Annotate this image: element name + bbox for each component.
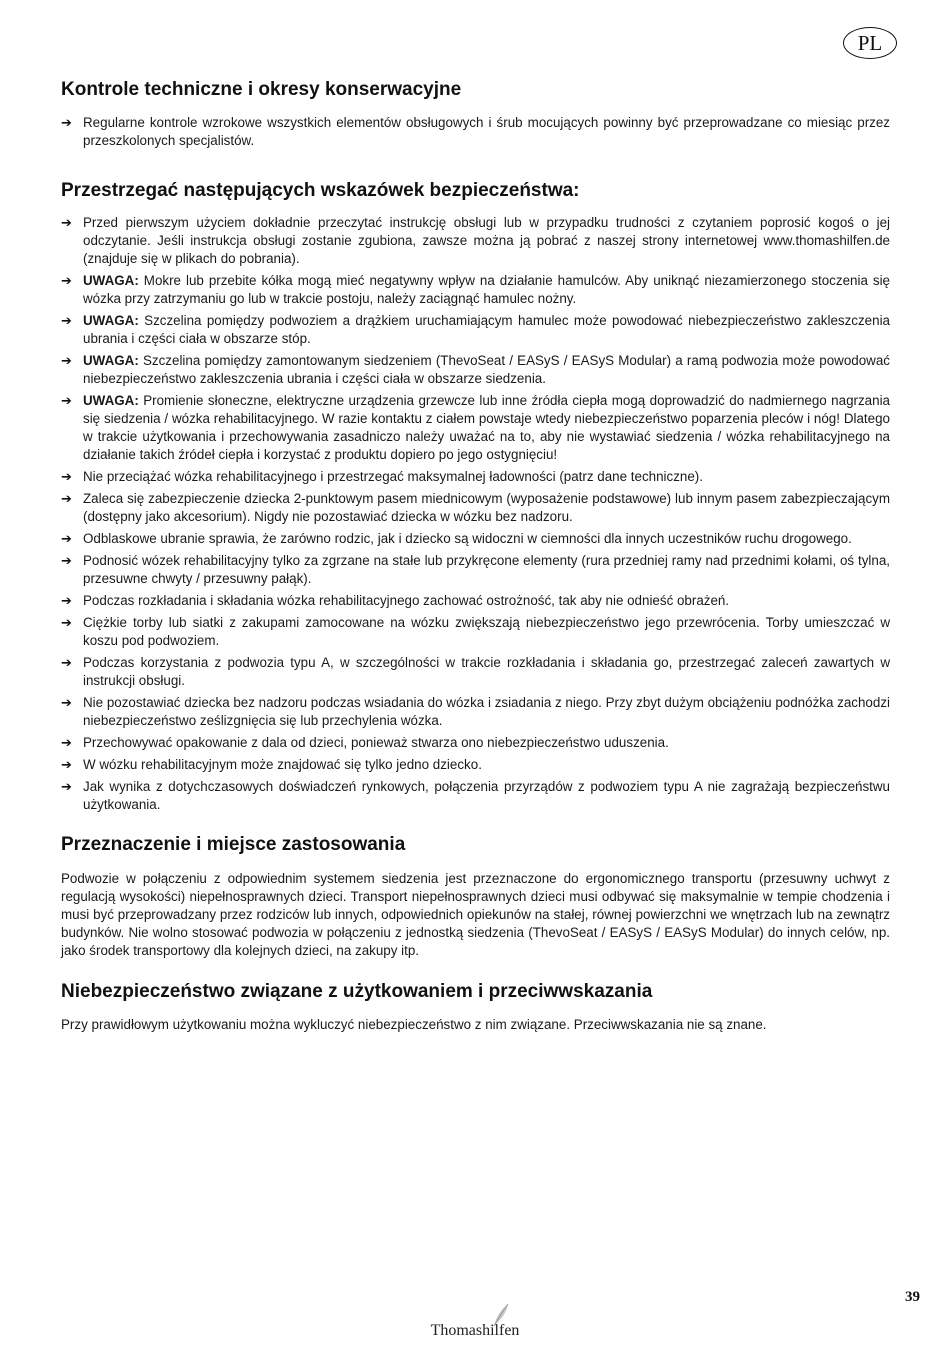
list-item: ➔ Regularne kontrole wzrokowe wszystkich elementów obsługowych i śrub mocujących powinny być przeprowadzane co miesiąc przez przeszkolonych specjalistów. [61, 115, 890, 148]
arrow-right-icon: ➔ [61, 353, 72, 368]
warning-label: UWAGA: [83, 313, 139, 328]
arrow-right-icon: ➔ [61, 695, 72, 710]
list-item: ➔ W wózku rehabilitacyjnym może znajdować się tylko jedno dziecko. [61, 757, 482, 772]
section-title-maintenance: Kontrole techniczne i okresy konserwacyjne [61, 79, 462, 100]
brand-logo [420, 1300, 530, 1345]
list-item: ➔ Nie przeciążać wózka rehabilitacyjnego i przestrzegać maksymalnej ładowności (patrz dane techniczne). [61, 469, 703, 484]
warning-label: UWAGA: [83, 273, 139, 288]
arrow-right-icon: ➔ [61, 531, 72, 546]
arrow-right-icon: ➔ [61, 491, 72, 506]
section-title-intended-use: Przeznaczenie i miejsce zastosowania [61, 834, 406, 855]
arrow-right-icon: ➔ [61, 469, 72, 484]
arrow-right-icon: ➔ [61, 757, 72, 772]
language-badge: PL [843, 27, 897, 59]
list-item: ➔ Podczas korzystania z podwozia typu A, w szczególności w trakcie rozkładania i składania go, przestrzegać zaleceń zawartych w instrukcji obsługi. [61, 655, 890, 688]
arrow-right-icon: ➔ [61, 655, 72, 670]
intended-use-paragraph: Podwozie w połączeniu z odpowiednim systemem siedzenia jest przeznaczone do ergonomicznego transportu (przesuwny uchwyt z regulacją wysokości) niepełnosprawnych dzieci. Transport niepełnosprawnych dzieci musi odbywać się maksymalnie w tempie chodzenia i musi być przeprowadzany przez rodziców lub innych, odpowiednich opiekunów na stałej, równej powierzchni we wnętrzach lub na zewnątrz budynków. Nie wolno stosować podwozia w połączeniu z jednostką siedzenia (ThevoSeat / EASyS / EASyS Modular) do innych celów, np. jako środek transportowy dla kolejnych dzieci, na zakupy itp. [61, 871, 890, 958]
arrow-right-icon: ➔ [61, 215, 72, 230]
warning-label: UWAGA: [83, 353, 139, 368]
list-item: ➔ Nie pozostawiać dziecka bez nadzoru podczas wsiadania do wózka i zsiadania z niego. Przy zbyt dużym obciążeniu podnóżka zachodzi niebezpieczeństwo ześlizgnięcia się lub przechylenia wózka. [61, 695, 890, 728]
arrow-right-icon: ➔ [61, 553, 72, 568]
list-item: ➔ UWAGA: Promienie słoneczne, elektryczne urządzenia grzewcze lub inne źródła ciepła mogą doprowadzić do nadmiernego nagrzania się siedzenia / wózka rehabilitacyjnego. W razie kontaktu z ciałem powstaje wtedy niebezpieczeństwo poparzenia pleców i nóg! Dlatego w trakcie użytkowania i przechowywania zasadniczo należy uważać na to, aby nie wystawiać siedzenia / wózka rehabilitacyjnego na działanie takich źródeł ciepła i korzystać z produktu dopiero po jego ostygnięciu! [61, 393, 890, 462]
page-number: 39 [905, 1289, 920, 1305]
arrow-right-icon: ➔ [61, 313, 72, 328]
arrow-right-icon: ➔ [61, 735, 72, 750]
arrow-right-icon: ➔ [61, 593, 72, 608]
warning-label: UWAGA: [83, 393, 139, 408]
section-title-risks: Niebezpieczeństwo związane z użytkowaniem i przeciwwskazania [61, 981, 653, 1002]
list-item: ➔ Przechowywać opakowanie z dala od dzieci, ponieważ stwarza ono niebezpieczeństwo uduszenia. [61, 735, 669, 750]
list-item: ➔ Zaleca się zabezpieczenie dziecka 2-punktowym pasem miednicowym (wyposażenie podstawowe) lub innym pasem zabezpieczającym (dostępny jako akcesorium). Nigdy nie pozostawiać dziecka w wózku bez nadzoru. [61, 491, 890, 524]
arrow-right-icon: ➔ [61, 393, 72, 408]
list-item: ➔ UWAGA: Szczelina pomiędzy zamontowanym siedzeniem (ThevoSeat / EASyS / EASyS Modular) a ramą podwozia może powodować niebezpieczeństwo zakleszczenia ubrania i części ciała w obszarze siedzenia. [61, 353, 890, 386]
section-title-safety: Przestrzegać następujących wskazówek bezpieczeństwa: [61, 180, 580, 201]
list-item: ➔ UWAGA: Mokre lub przebite kółka mogą mieć negatywny wpływ na działanie hamulców. Aby uniknąć niezamierzonego stoczenia się wózka przy zatrzymaniu go lub w trakcie postoju, należy zaciągnąć hamulec nożny. [61, 273, 890, 306]
list-item: ➔ Podnosić wózek rehabilitacyjny tylko za zgrzane na stałe lub przykręcone elementy (rura przedniej ramy nad przednimi kołami, oś tylna, przesuwne chwyty / przesuwny pałąk). [61, 553, 890, 586]
list-item: ➔ Ciężkie torby lub siatki z zakupami zamocowane na wózku zwiększają niebezpieczeństwo jego przewrócenia. Torby umieszczać w koszu pod podwoziem. [61, 615, 890, 648]
list-item: ➔ UWAGA: Szczelina pomiędzy podwoziem a drążkiem uruchamiającym hamulec może powodować niebezpieczeństwo zakleszczenia ubrania i części ciała w obszarze stóp. [61, 313, 890, 346]
arrow-right-icon: ➔ [61, 115, 72, 130]
brand-name: Thomashilfen [430, 1322, 520, 1339]
arrow-right-icon: ➔ [61, 779, 72, 794]
list-item: ➔ Przed pierwszym użyciem dokładnie przeczytać instrukcję obsługi lub w przypadku trudności z czytaniem poprosić kogoś o jej odczytanie. Jeśli instrukcja obsługi zostanie zgubiona, zawsze można ją pobrać z naszej strony internetowej www.thomashilfen.de (znajduje się w plikach do pobrania). [61, 215, 890, 266]
list-item: ➔ Odblaskowe ubranie sprawia, że zarówno rodzic, jak i dziecko są widoczni w ciemności dla innych uczestników ruchu drogowego. [61, 531, 852, 546]
risks-paragraph: Przy prawidłowym użytkowaniu można wykluczyć niebezpieczeństwo z nim związane. Przeciwwskazania nie są znane. [61, 1017, 767, 1032]
arrow-right-icon: ➔ [61, 615, 72, 630]
maintenance-list [61, 114, 890, 150]
list-item: ➔ Jak wynika z dotychczasowych doświadczeń rynkowych, połączenia przyrządów z podwoziem typu A nie zagrażają bezpieczeństwu użytkowania. [61, 779, 890, 812]
arrow-right-icon: ➔ [61, 273, 72, 288]
list-item: ➔ Podczas rozkładania i składania wózka rehabilitacyjnego zachować ostrożność, tak aby nie odnieść obrażeń. [61, 593, 730, 608]
page-content [61, 78, 890, 1034]
safety-list [61, 214, 890, 814]
